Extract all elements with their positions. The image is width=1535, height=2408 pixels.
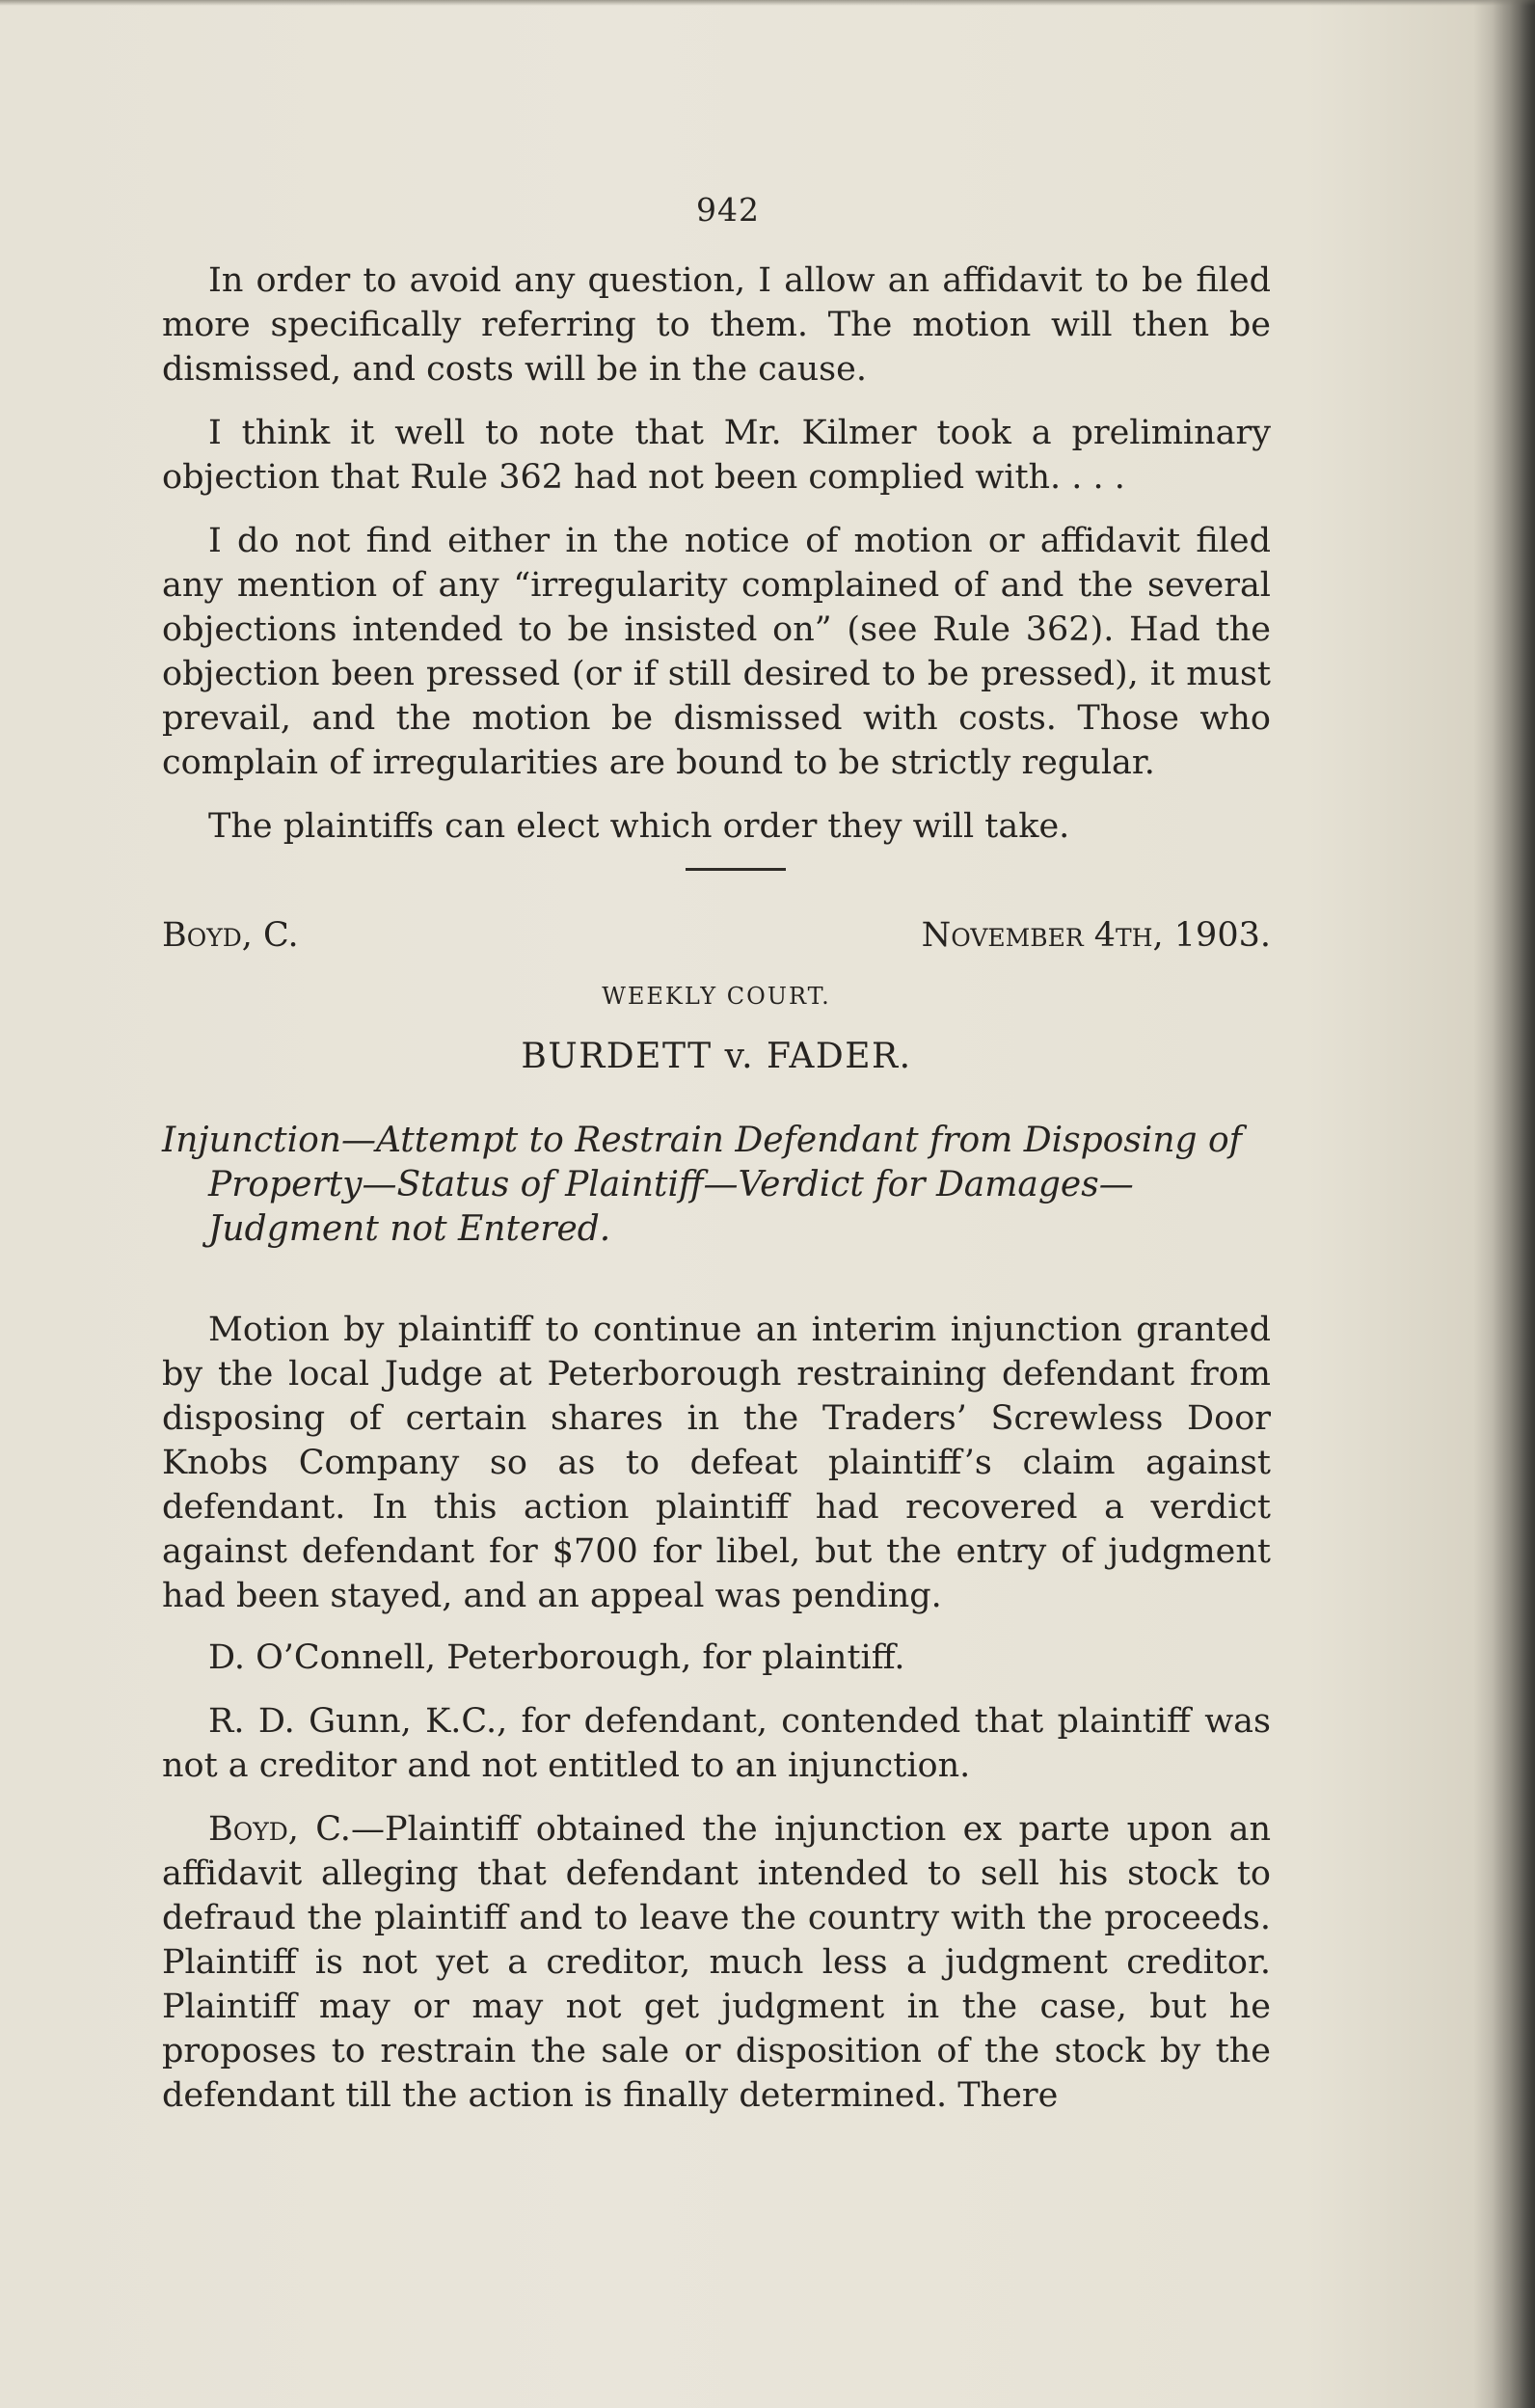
paragraph-rule-362: I do not find either in the notice of motion or affidavit filed any mention of any “irregularity complained of and the several objections intended to be insisted on” (see Rule 362). Had the objection been pressed (or if still desired to be pressed), it must prevail, and the motion be dismissed with costs. Those who complain of irregularities are bound to be strictly regular. [162, 522, 1271, 782]
text-column [162, 258, 1271, 2137]
page-number: 942 [696, 191, 760, 229]
paragraph-preliminary-objection: I think it well to note that Mr. Kilmer took a preliminary objection that Rule 362 had not been complied with. . . . [162, 414, 1271, 497]
judgment-text: —Plaintiff obtained the injunction ex parte upon an affidavit alleging that defendant intended to sell his stock to defraud the plaintiff and to leave the country with the proceeds. Plaintiff is not yet a creditor, much less a judgment creditor. Plaintiff may or may not get judgment in the case, but he proposes to restrain the sale or disposition of the stock by the defendant till the action is finally determined. There [162, 1810, 1271, 2115]
judge-name: Boyd, C. [162, 916, 299, 955]
binding-edge-shadow [1493, 0, 1535, 2408]
counsel-plaintiff: D. O’Connell, Peterborough, for plaintiff. [208, 1638, 905, 1677]
court-name: WEEKLY COURT. [602, 983, 831, 1010]
statement-of-facts: Motion by plaintiff to continue an interim injunction granted by the local Judge at Peterborough restraining defendant from disposing of certain shares in the Traders’ Screwless Door Knobs Company so as to defeat plaintiff’s claim against defendant. In this action plaintiff had recovered a verdict against defendant for $700 for libel, but the entry of judgment had been stayed, and an appeal was pending. [162, 1311, 1271, 1615]
decision-date: November 4th, 1903. [921, 916, 1271, 955]
case-dateline [162, 913, 1271, 958]
judgment-paragraph [162, 1807, 1271, 2118]
paragraph-plaintiffs-elect: The plaintiffs can elect which order they will take. [208, 807, 1070, 846]
paragraph-affidavit: In order to avoid any question, I allow an affidavit to be filed more specifically referring to them. The motion will then be dismissed, and costs will be in the cause. [162, 261, 1271, 389]
judgment-judge: Boyd, C. [208, 1810, 351, 1849]
case-title: BURDETT v. FADER. [521, 1037, 912, 1076]
section-divider [686, 868, 786, 871]
case-headnote: Injunction—Attempt to Restrain Defendant from Disposing of Property—Status of Plaintiff—Verdict for Damages—Judgment not Entered. [162, 1121, 1242, 1249]
page-top-edge [0, 0, 1535, 6]
counsel-defendant: R. D. Gunn, K.C., for defendant, contended that plaintiff was not a creditor and not entitled to an injunction. [162, 1702, 1271, 1785]
